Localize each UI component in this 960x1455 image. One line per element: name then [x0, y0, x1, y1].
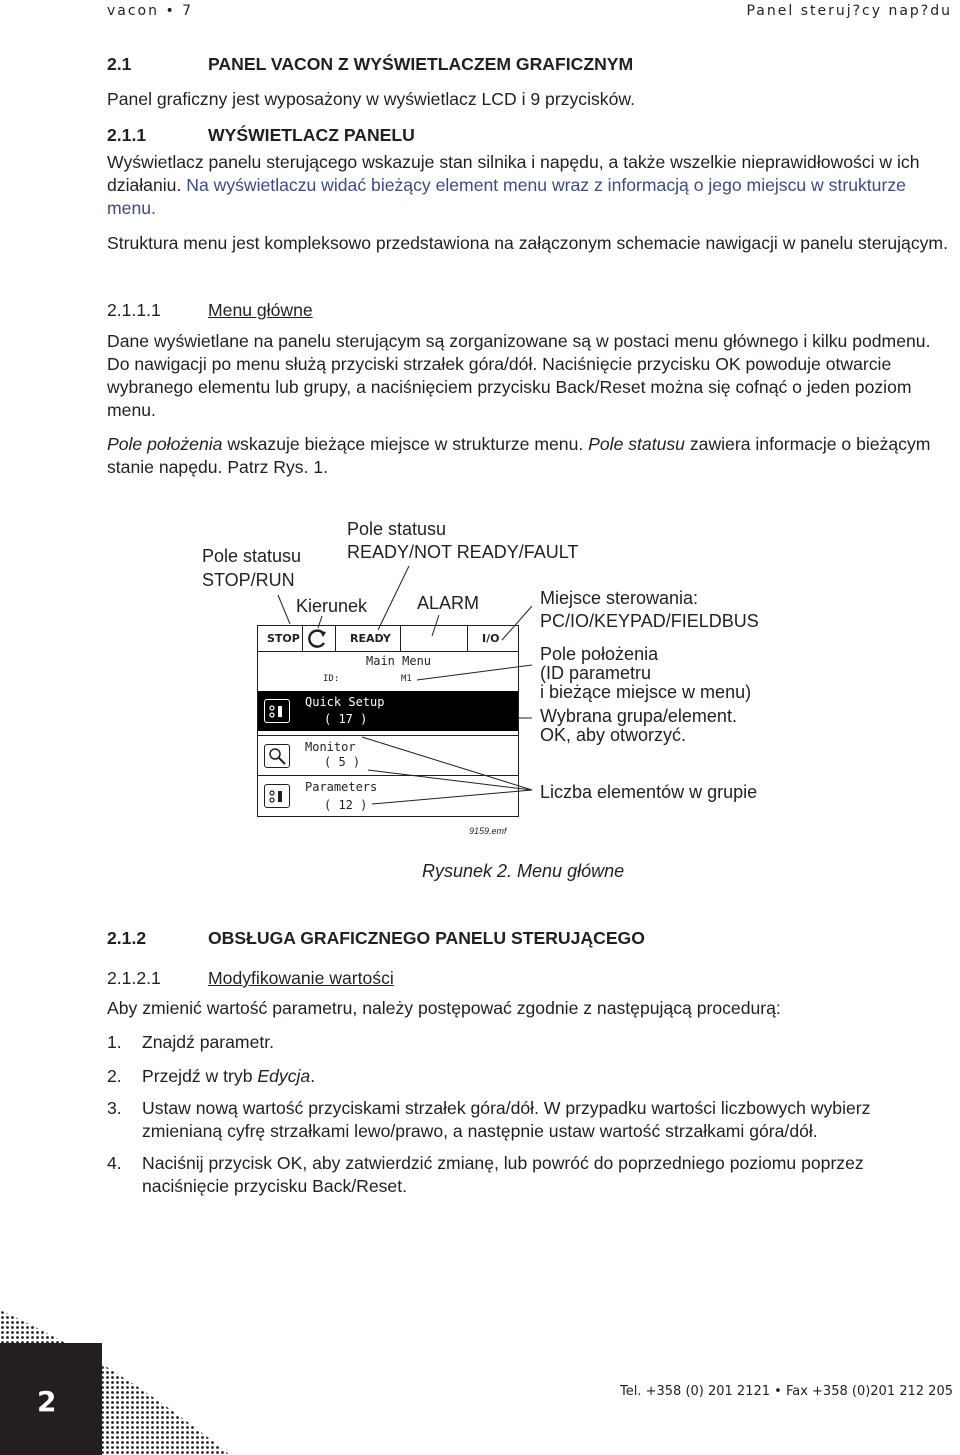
section-heading-2-1-1-1: 2.1.1.1 Menu główne — [107, 300, 313, 320]
lcd-status-bar — [258, 626, 518, 652]
lcd-divider — [335, 626, 336, 651]
lcd-location: M1 — [401, 674, 412, 684]
figure-filename: 9159.emf — [469, 826, 507, 836]
label-status-ready-2: READY/NOT READY/FAULT — [347, 542, 579, 562]
label-direction: Kierunek — [296, 596, 368, 616]
section-heading-2-1-1: 2.1.1 WYŚWIETLACZ PANELU — [107, 125, 415, 145]
menu-item-label: Parameters — [305, 780, 378, 794]
label-status-stoprun-1: Pole statusu — [202, 546, 302, 566]
menu-item-count: ( 17 ) — [324, 712, 368, 726]
label-status-ready-1: Pole statusu — [347, 519, 447, 539]
lcd-divider — [302, 626, 303, 651]
label-selected-1: Wybrana grupa/element. — [540, 706, 737, 726]
label-selected-2: OK, aby otworzyć. — [540, 725, 687, 745]
lcd-menu-title: Main Menu — [366, 654, 432, 668]
section-heading-2-1-2: 2.1.2 OBSŁUGA GRAFICZNEGO PANELU STERUJĄCEGO — [107, 928, 645, 948]
section-text-2-1: Panel graficzny jest wyposażony w wyświetlacz LCD i 9 przycisków. — [107, 89, 636, 109]
label-control-1: Miejsce sterowania: — [540, 588, 699, 608]
footer-contact: Tel. +358 (0) 201 2121 • Fax +358 (0)201 212 205 — [620, 1384, 953, 1399]
section-heading-2-1: 2.1 PANEL VACON Z WYŚWIETLACZEM GRAFICZNYM — [107, 54, 634, 74]
section-heading-2-1-2-1: 2.1.2.1 Modyfikowanie wartości — [107, 968, 394, 988]
lcd-io: I/O — [482, 632, 500, 645]
label-alarm: ALARM — [417, 593, 480, 613]
paragraph-display: Wyświetlacz panelu sterującego wskazuje stan silnika i napędu, a także wszelkie nieprawidłowości w ich działaniu. Na wyświetlaczu widać bieżący element menu wraz z informacją o jego miejscu w strukturze menu. — [107, 152, 920, 218]
direction-icon — [307, 629, 329, 649]
label-control-2: PC/IO/KEYPAD/FIELDBUS — [540, 611, 759, 631]
list-item: 1. Znajdź parametr. — [107, 1032, 275, 1052]
parameters-icon — [264, 784, 290, 808]
menu-item-parameters[interactable] — [258, 775, 518, 816]
quick-setup-icon — [264, 699, 290, 723]
figure-caption: Rysunek 2. Menu główne — [422, 861, 625, 881]
paragraph-structure: Struktura menu jest kompleksowo przedstawiona na załączonym schemacie nawigacji w panelu sterującym. — [107, 233, 948, 253]
callout-line-stoprun — [278, 595, 290, 624]
paragraph-intro: Aby zmienić wartość parametru, należy postępować zgodnie z następującą procedurą: — [107, 998, 781, 1018]
paragraph-main-menu: Dane wyświetlane na panelu sterującym są zorganizowane są w postaci menu głównego i kilku podmenu. Do nawigacji po menu służą przyciski strzałek góra/dół. Naciśnięcie przycisku OK powoduje otwarcie wybranego elementu lub grupy, a naciśnięciem przycisku Back/Reset można się cofnąć o jeden poziom menu. — [107, 331, 931, 420]
header-brand: vacon • 7 — [107, 3, 194, 19]
paragraph-fields: Pole położenia wskazuje bieżące miejsce w strukturze menu. Pole statusu zawiera informacje o bieżącym stanie napędu. Patrz Rys. 1. — [107, 434, 931, 477]
list-item: 2. Przejdź w tryb Edycja. — [107, 1066, 316, 1086]
footer-corner-graphic — [0, 1305, 230, 1455]
lcd-stop: STOP — [267, 632, 300, 645]
lcd-id: ID: — [323, 674, 340, 684]
lcd-ready: READY — [350, 632, 391, 645]
menu-item-monitor[interactable] — [258, 735, 518, 776]
label-location-1: Pole położenia — [540, 644, 659, 664]
label-location-3: i bieżące miejsce w menu) — [540, 682, 752, 702]
menu-item-count: ( 12 ) — [324, 798, 368, 812]
lcd-divider — [400, 626, 401, 651]
menu-item-label: Quick Setup — [305, 695, 385, 709]
header-chapter: Panel steruj?cy nap?du — [746, 3, 952, 19]
menu-item-quick-setup[interactable] — [258, 691, 518, 731]
page-number: 2 — [37, 1385, 57, 1418]
list-item: 3. Ustaw nową wartość przyciskami strzałek góra/dół. W przypadku wartości liczbowych wybierz zmienianą cyfrę strzałkami lewo/prawo, a następnie ustaw wartość strzałkami góra/dół. — [107, 1098, 871, 1141]
list-item: 4. Naciśnij przycisk OK, aby zatwierdzić zmianę, lub powróć do poprzedniego poziomu poprzez naciśnięcie przycisku Back/Reset. — [107, 1153, 864, 1196]
label-status-stoprun-2: STOP/RUN — [202, 570, 295, 590]
lcd-divider — [467, 626, 468, 651]
callout-line-ready — [378, 566, 409, 630]
menu-item-count: ( 5 ) — [324, 755, 361, 769]
label-count: Liczba elementów w grupie — [540, 782, 758, 802]
menu-item-label: Monitor — [305, 740, 356, 754]
label-location-2: (ID parametru — [540, 663, 652, 683]
lcd-display — [257, 625, 519, 817]
monitor-icon — [264, 744, 290, 768]
